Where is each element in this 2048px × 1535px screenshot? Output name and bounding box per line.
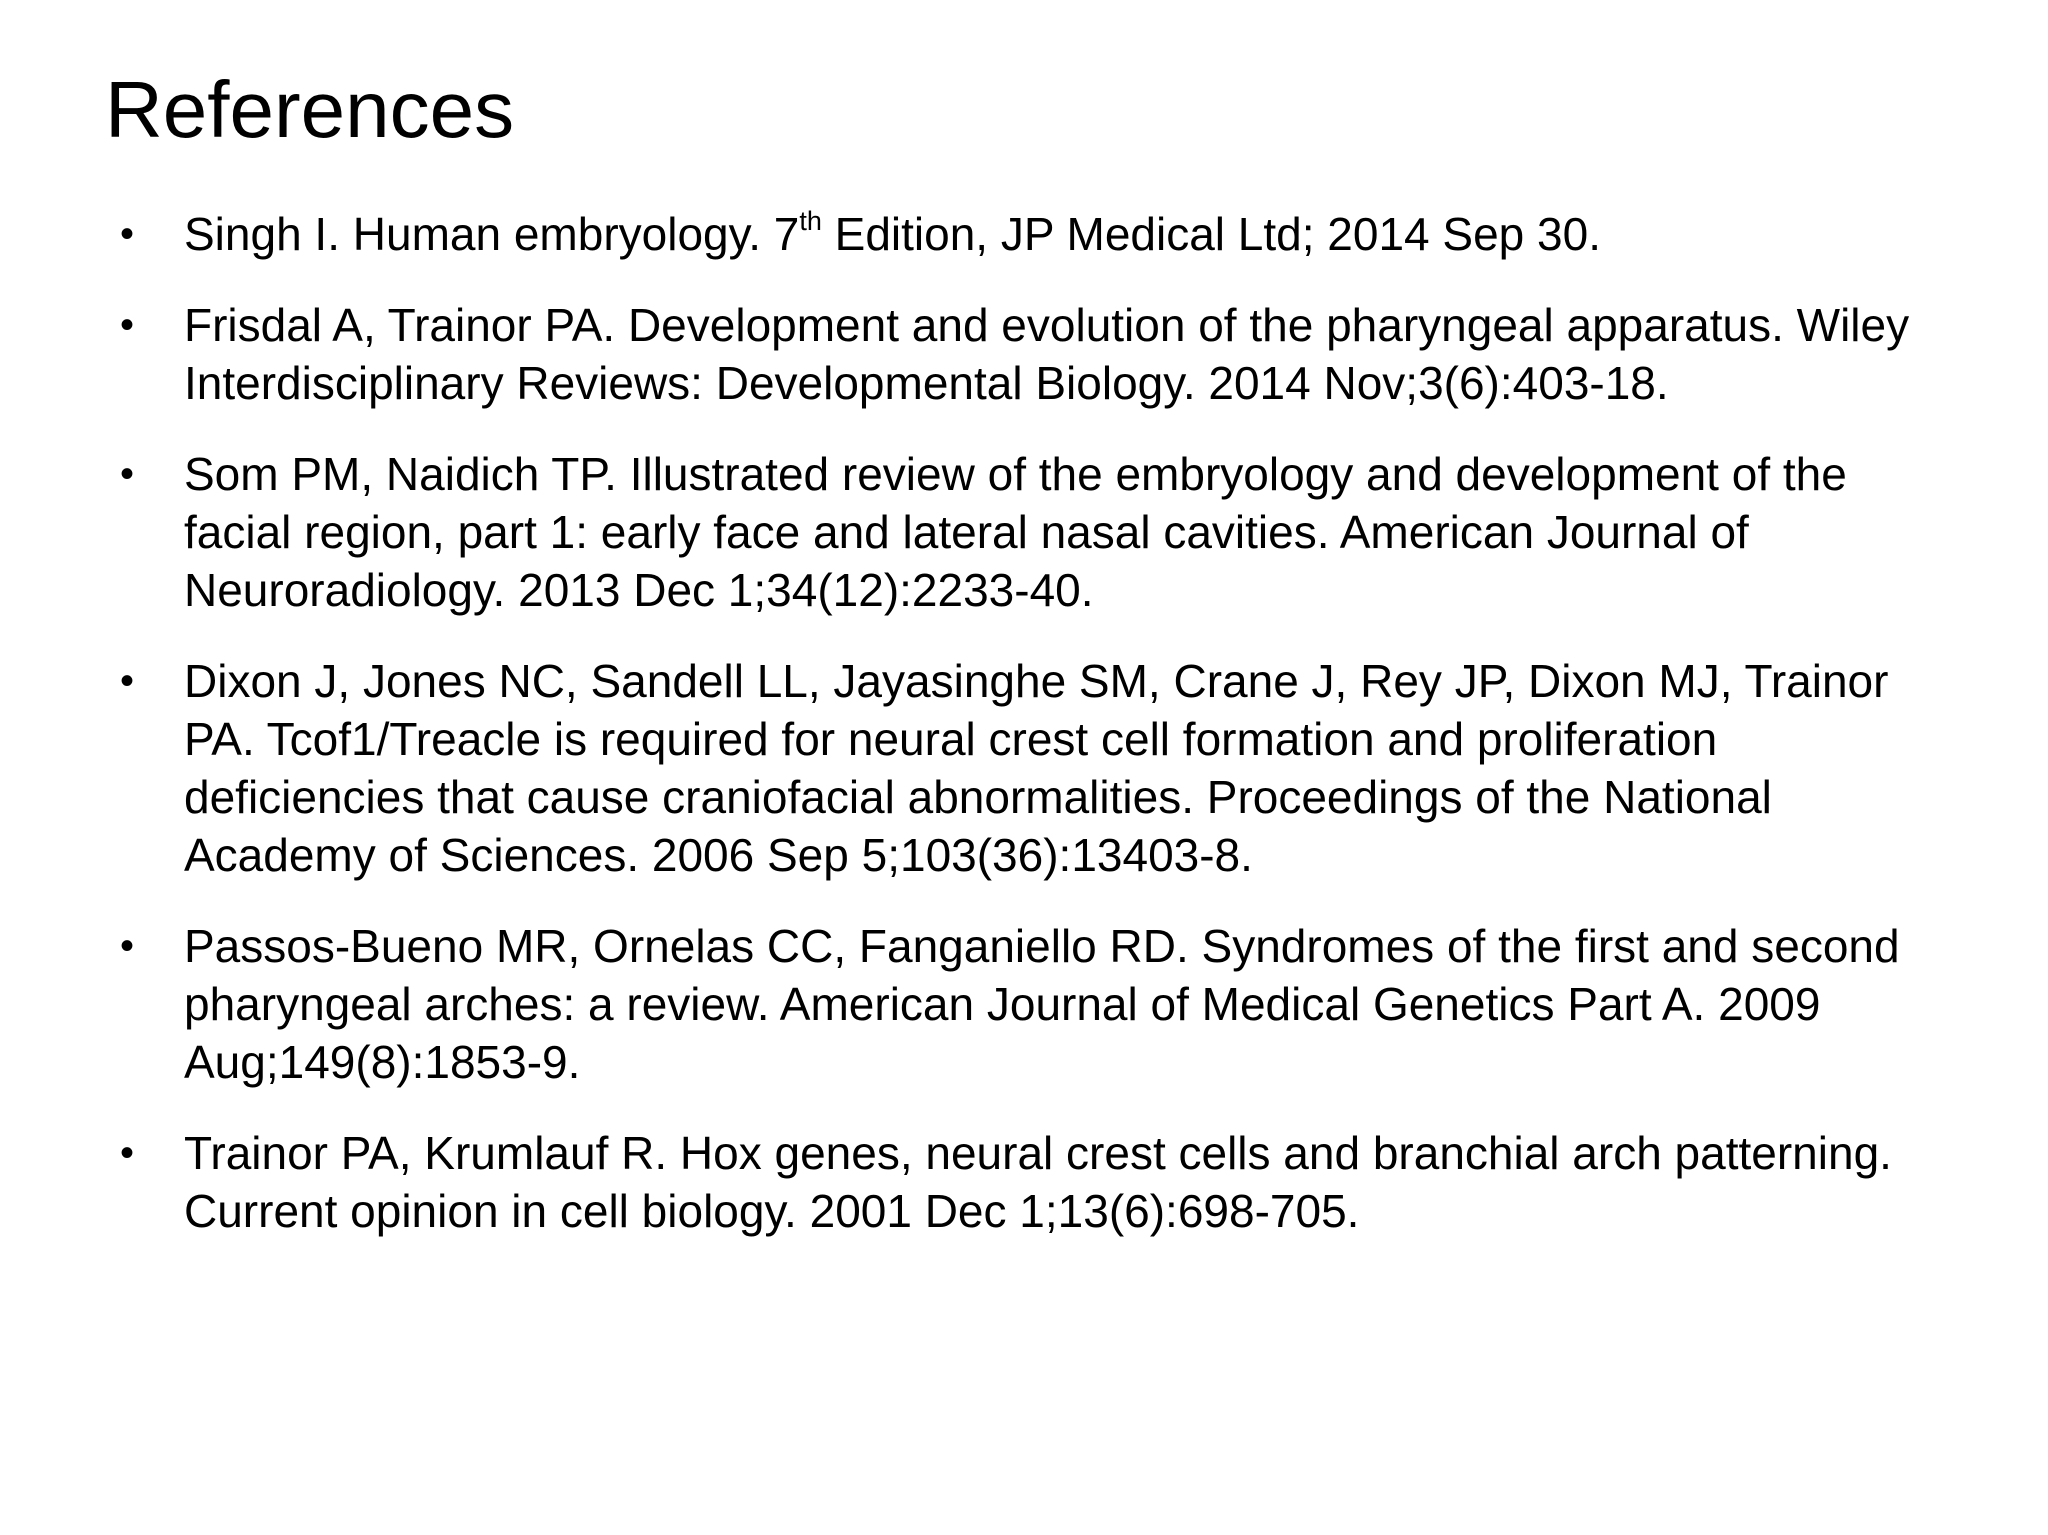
references-list (120, 205, 1960, 1273)
slide-title: References (105, 65, 515, 154)
bullet-icon: • (120, 212, 135, 256)
bullet-icon: • (120, 452, 135, 496)
bullet-icon: • (120, 1131, 135, 1175)
reference-item (120, 445, 1960, 619)
reference-item (120, 917, 1960, 1091)
reference-text: Dixon J, Jones NC, Sandell LL, Jayasinghe SM, Crane J, Rey JP, Dixon MJ, Trainor PA. Tcof1/Treacle is required for neural crest cell formation and proliferation deficiencies that cause craniofacial abnormalities. Proceedings of the National Academy of Sciences. 2006 Sep 5;103(36):13403-8. (184, 655, 1889, 881)
reference-item (120, 296, 1960, 412)
ordinal-suffix: th (799, 206, 822, 236)
reference-text: Som PM, Naidich TP. Illustrated review of the embryology and development of the facial region, part 1: early face and lateral nasal cavities. American Journal of Neuroradiology. 2013 Dec 1;34(12):2233-40. (184, 448, 1847, 616)
reference-text (184, 208, 1601, 260)
reference-item (120, 652, 1960, 884)
reference-text: Passos-Bueno MR, Ornelas CC, Fanganiello RD. Syndromes of the first and second pharyngeal arches: a review. American Journal of Medical Genetics Part A. 2009 Aug;149(8):1853-9. (184, 920, 1900, 1088)
reference-text: Trainor PA, Krumlauf R. Hox genes, neural crest cells and branchial arch patterning. Current opinion in cell biology. 2001 Dec 1;13(6):698-705. (184, 1127, 1892, 1237)
reference-item (120, 205, 1960, 263)
reference-text-main: Singh I. Human embryology. 7 (184, 208, 800, 260)
reference-text: Frisdal A, Trainor PA. Development and evolution of the pharyngeal apparatus. Wiley Interdisciplinary Reviews: Developmental Biology. 2014 Nov;3(6):403-18. (184, 299, 1910, 409)
reference-item (120, 1124, 1960, 1240)
bullet-icon: • (120, 659, 135, 703)
reference-text-rest: Edition, JP Medical Ltd; 2014 Sep 30. (821, 208, 1601, 260)
bullet-icon: • (120, 924, 135, 968)
bullet-icon: • (120, 303, 135, 347)
